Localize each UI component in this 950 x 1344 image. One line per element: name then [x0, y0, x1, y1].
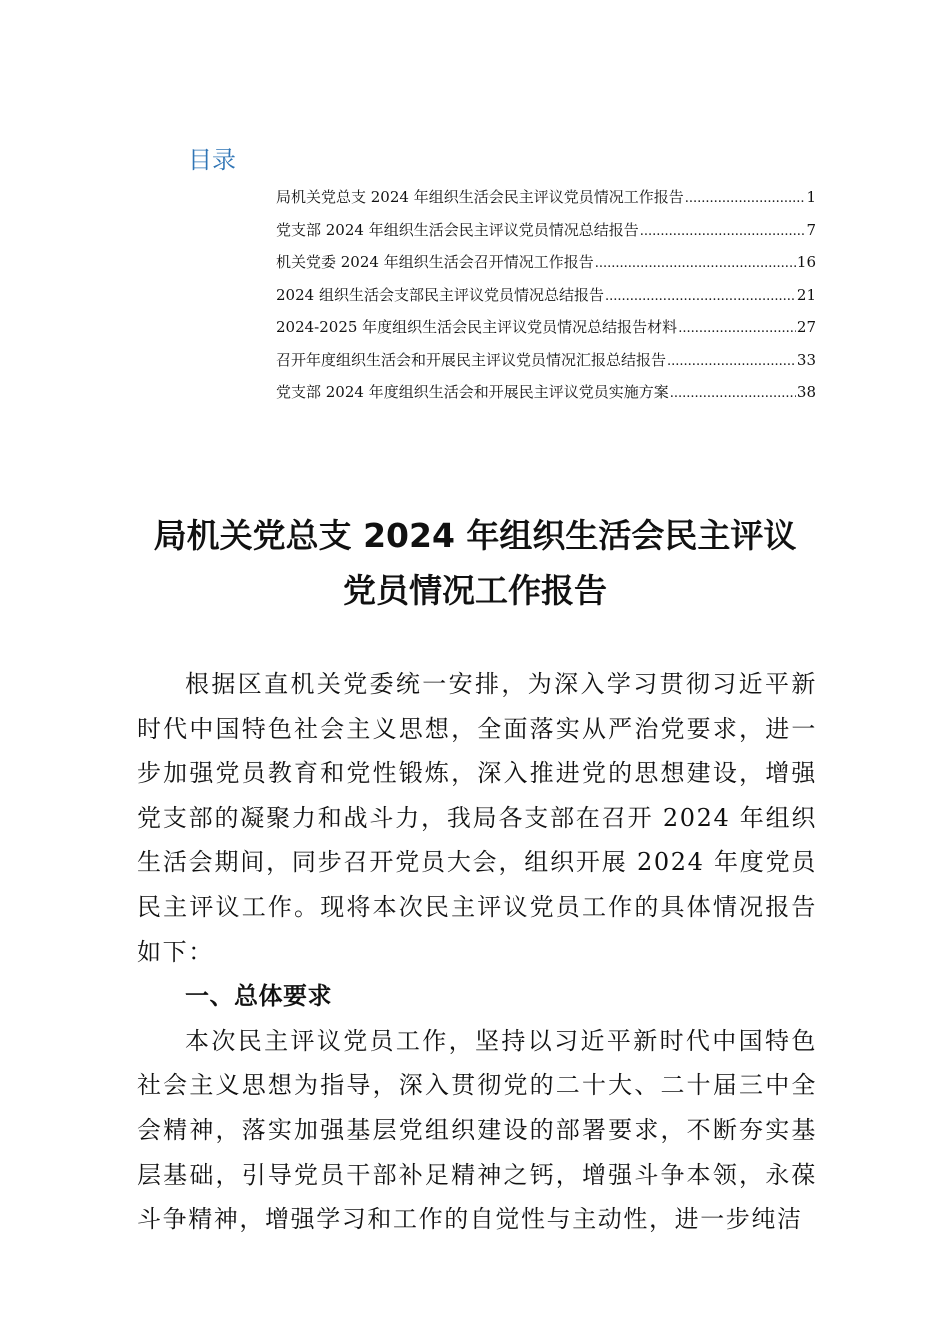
document-title-line2: 党员情况工作报告	[343, 571, 607, 610]
toc-dot-leader	[640, 224, 806, 239]
toc-dot-leader	[595, 256, 796, 271]
toc-entry-page: 38	[796, 383, 816, 401]
toc-dot-leader	[678, 321, 796, 336]
toc-entry-page: 16	[796, 253, 816, 271]
toc-entry-title: 2024-2025 年度组织生活会民主评议党员情况总结报告材料	[276, 318, 678, 336]
toc-dot-leader	[670, 386, 796, 401]
toc-entry-title: 党支部 2024 年度组织生活会和开展民主评议党员实施方案	[276, 383, 669, 401]
toc-entry-page: 33	[796, 350, 816, 369]
toc-entry[interactable]	[276, 316, 816, 349]
section-paragraph: 本次民主评议党员工作，坚持以习近平新时代中国特色社会主义思想为指导，深入贯彻党的二十大、二十届三中全会精神，落实加强基层党组织建设的部署要求，不断夯实基层基础，引导党员干部补足精神之钙，增强斗争本领，永葆斗争精神，增强学习和工作的自觉性与主动性，进一步纯洁	[137, 1026, 817, 1234]
toc-entry[interactable]	[276, 284, 816, 317]
intro-paragraph: 根据区直机关党委统一安排，为深入学习贯彻习近平新时代中国特色社会主义思想，全面落实从严治党要求，进一步加强党员教育和党性锻炼，深入推进党的思想建设，增强党支部的凝聚力和战斗力，我局各支部在召开 2024 年组织生活会期间，同步召开党员大会，组织开展 2024 年度党员民主评议工作。现将本次民主评议党员工作的具体情况报告如下：	[137, 670, 817, 966]
toc-entry-title: 局机关党总支 2024 年组织生活会民主评议党员情况工作报告	[276, 188, 684, 206]
table-of-contents	[276, 186, 816, 414]
toc-entry-title: 召开年度组织生活会和开展民主评议党员情况汇报总结报告	[276, 350, 667, 369]
toc-entry[interactable]	[276, 186, 816, 219]
toc-entry-page: 27	[796, 318, 816, 336]
document-title-line1: 局机关党总支 2024 年组织生活会民主评议	[153, 516, 797, 555]
toc-entry-page: 21	[796, 285, 816, 304]
toc-entry-title: 机关党委 2024 年组织生活会召开情况工作报告	[276, 253, 594, 271]
toc-entry[interactable]	[276, 381, 816, 414]
toc-entry-title: 2024 组织生活会支部民主评议党员情况总结报告	[276, 285, 604, 304]
toc-dot-leader	[685, 191, 806, 206]
toc-entry[interactable]	[276, 349, 816, 382]
toc-entry-page: 7	[806, 220, 816, 239]
document-body	[137, 662, 817, 1242]
toc-entry-page: 1	[806, 188, 816, 206]
toc-entry-title: 党支部 2024 年组织生活会民主评议党员情况总结报告	[276, 220, 639, 239]
toc-entry[interactable]	[276, 219, 816, 252]
document-title	[100, 508, 850, 618]
toc-entry[interactable]	[276, 251, 816, 284]
section-heading: 一、总体要求	[185, 982, 332, 1011]
toc-dot-leader	[605, 289, 796, 304]
toc-heading: 目录	[188, 146, 236, 174]
toc-dot-leader	[667, 354, 796, 369]
